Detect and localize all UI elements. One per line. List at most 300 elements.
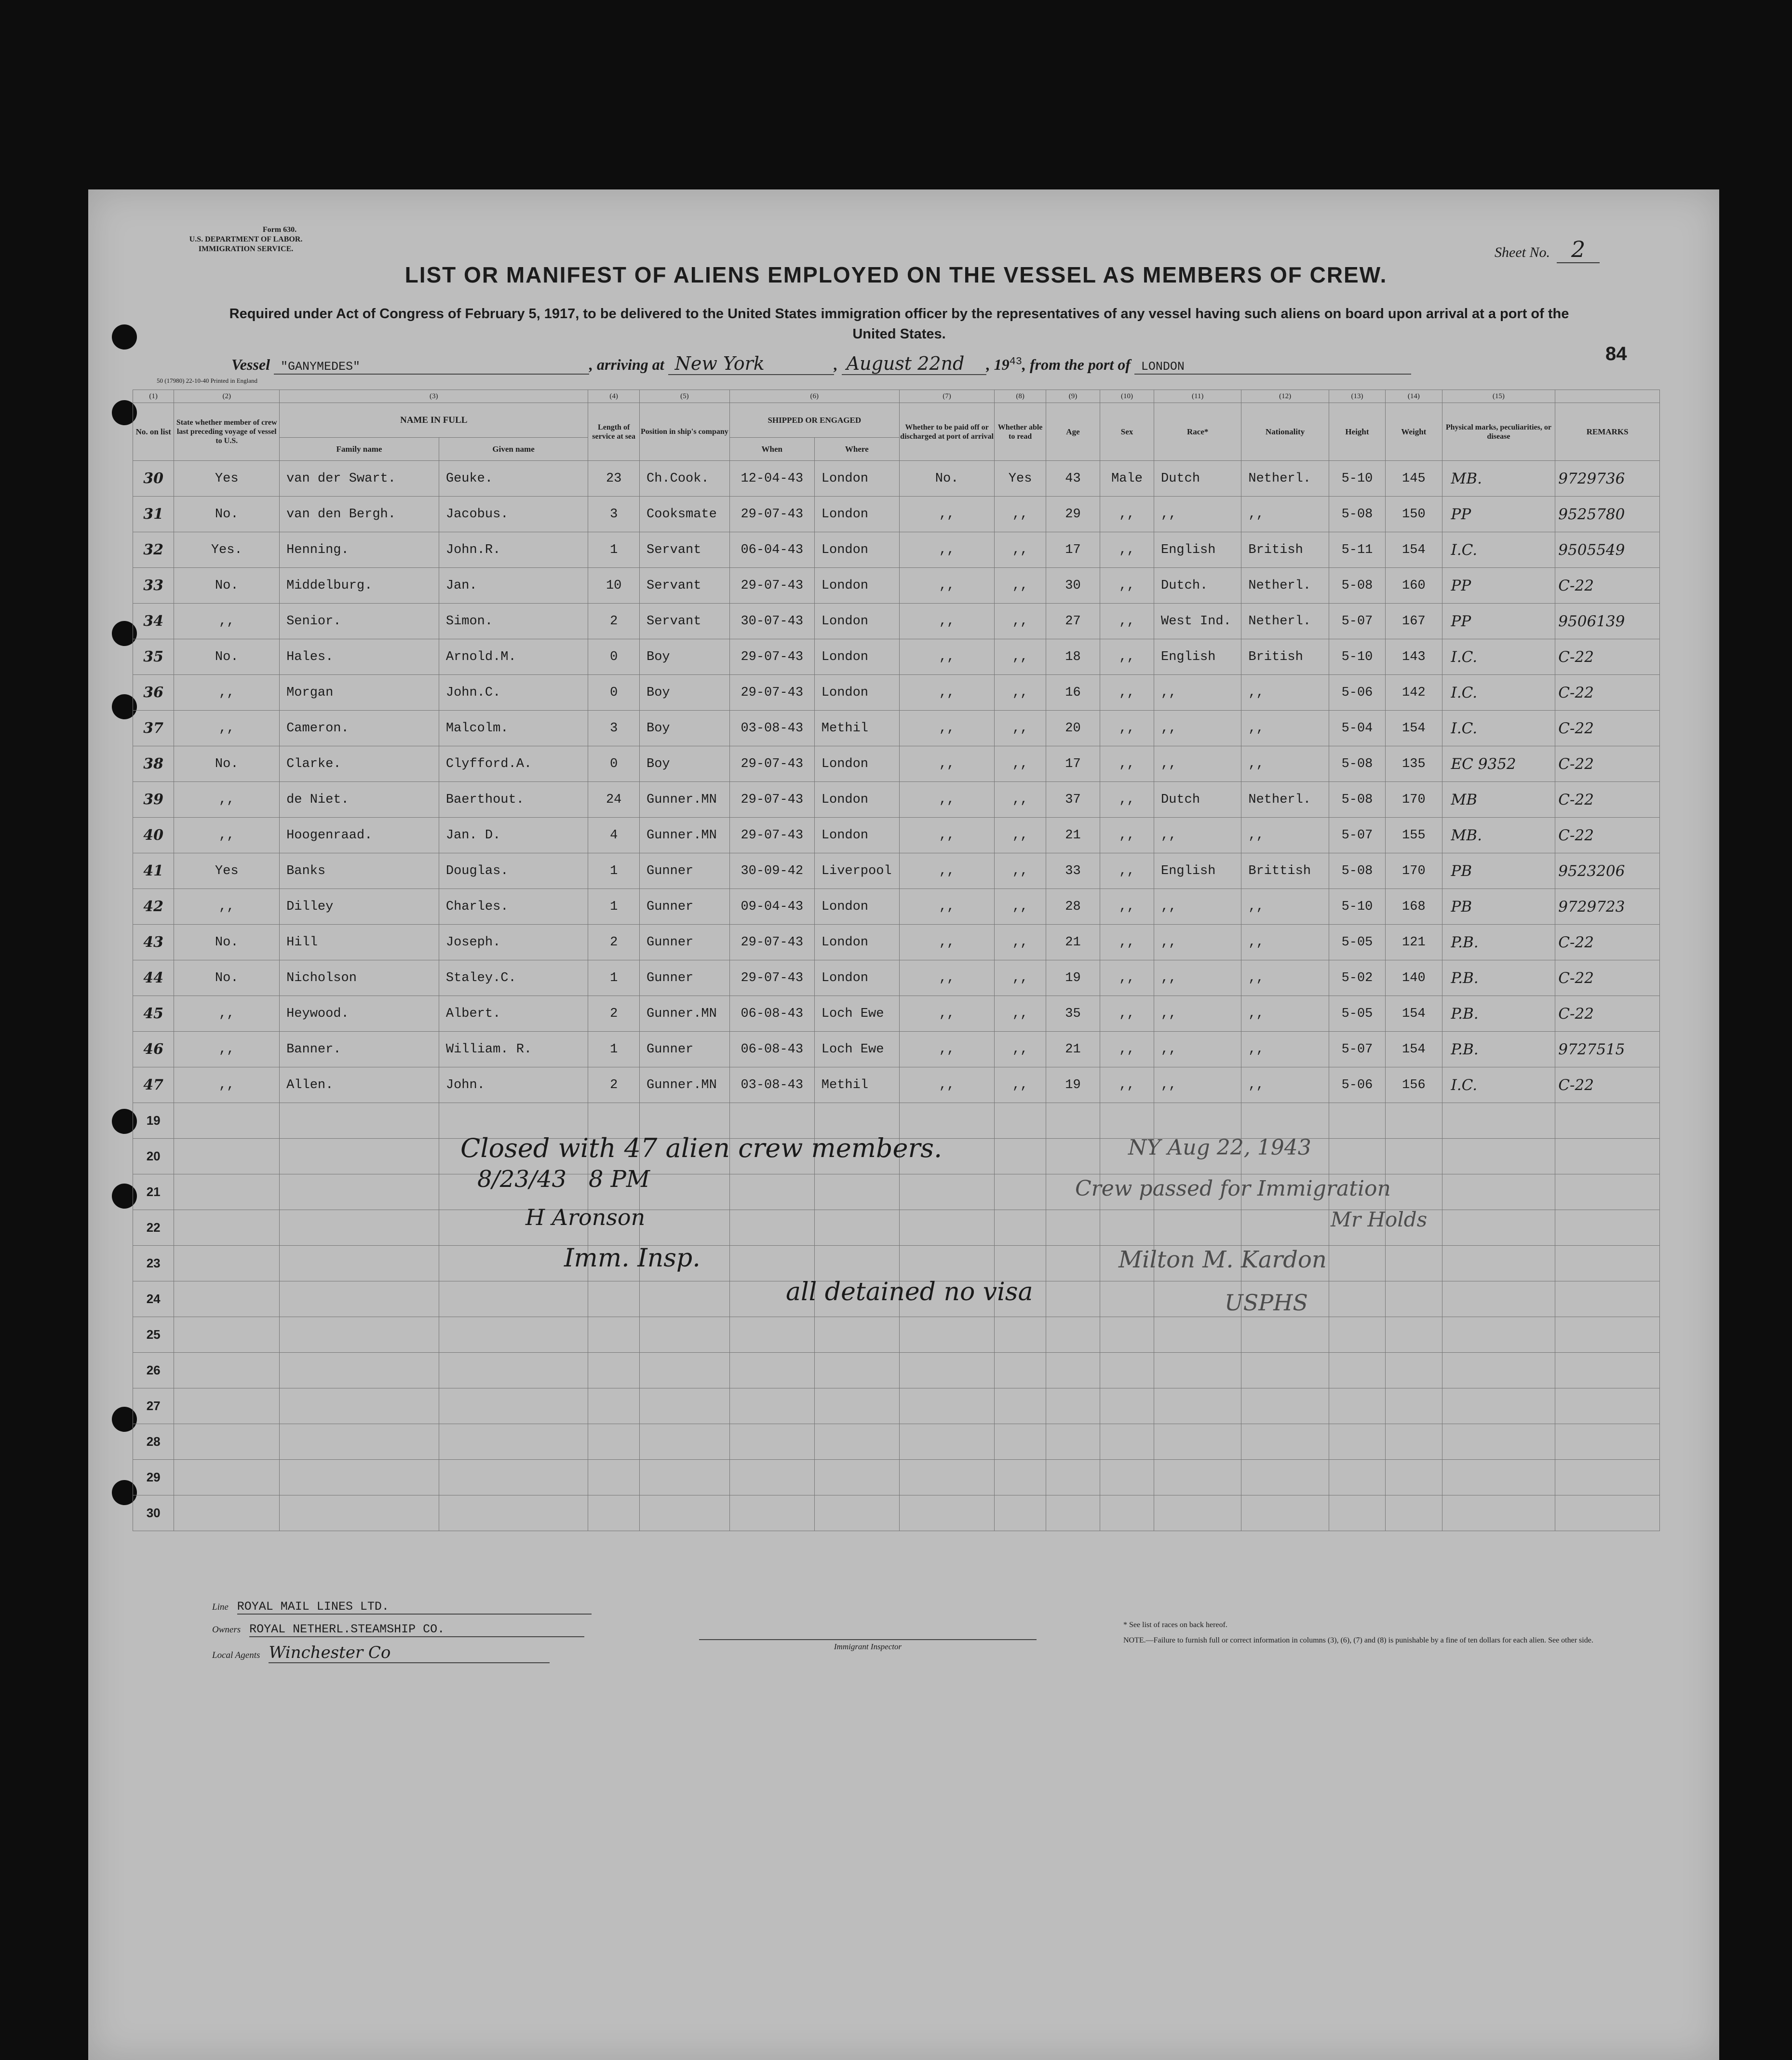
cell-able-to-read: ,, <box>995 782 1046 818</box>
cell-height: 5-07 <box>1329 604 1385 639</box>
cell-race: English <box>1154 532 1241 568</box>
table-row <box>133 925 1660 960</box>
cell-sex: ,, <box>1100 497 1154 532</box>
col-num: (8) <box>995 390 1046 403</box>
blank-cell <box>280 1246 439 1281</box>
cell-where: London <box>814 461 899 497</box>
header-when: When <box>729 438 814 461</box>
cell-position: Ch.Cook. <box>640 461 730 497</box>
blank-cell <box>640 1174 730 1210</box>
blank-cell <box>814 1495 899 1531</box>
blank-cell <box>1100 1281 1154 1317</box>
blank-cell <box>1386 1353 1442 1388</box>
cell-remarks: C-22 <box>1555 996 1660 1032</box>
medical-title: USPHS <box>1225 1290 1308 1316</box>
cell-weight: 154 <box>1386 532 1442 568</box>
cell-paid-off: ,, <box>899 1032 994 1067</box>
blank-cell <box>729 1174 814 1210</box>
blank-row-number: 20 <box>133 1139 174 1174</box>
detained-note: all detained no visa <box>786 1278 1033 1306</box>
blank-cell <box>899 1246 994 1281</box>
cell-race: ,, <box>1154 818 1241 853</box>
col-num: (10) <box>1100 390 1154 403</box>
cell-family-name: Cameron. <box>280 711 439 746</box>
cell-weight: 143 <box>1386 639 1442 675</box>
cell-when: 29-07-43 <box>729 925 814 960</box>
cell-age: 21 <box>1046 818 1100 853</box>
cell-position: Gunner.MN <box>640 782 730 818</box>
blank-cell <box>729 1388 814 1424</box>
blank-cell <box>729 1210 814 1246</box>
agents-value: Winchester Co <box>269 1643 550 1663</box>
cell-nationality: Netherl. <box>1241 461 1329 497</box>
blank-cell <box>995 1174 1046 1210</box>
blank-cell <box>899 1210 994 1246</box>
cell-nationality: ,, <box>1241 497 1329 532</box>
blank-cell <box>280 1174 439 1210</box>
col-num-blank <box>1555 390 1660 403</box>
cell-no-on-list: 46 <box>133 1032 174 1067</box>
blank-cell <box>174 1210 280 1246</box>
cell-paid-off: ,, <box>899 675 994 711</box>
blank-cell <box>1154 1495 1241 1531</box>
cell-physical-marks: P.B. <box>1442 1032 1555 1067</box>
cell-age: 19 <box>1046 1067 1100 1103</box>
cell-remarks: C-22 <box>1555 818 1660 853</box>
cell-where: London <box>814 960 899 996</box>
cell-remarks: 9729736 <box>1555 461 1660 497</box>
cell-race: ,, <box>1154 1032 1241 1067</box>
cell-given-name: John.R. <box>439 532 588 568</box>
cell-sex: ,, <box>1100 746 1154 782</box>
col-num: (3) <box>280 390 588 403</box>
blank-cell <box>1241 1317 1329 1353</box>
cell-crew-last-voyage: Yes <box>174 853 280 889</box>
blank-cell <box>280 1460 439 1495</box>
cell-able-to-read: ,, <box>995 639 1046 675</box>
cell-race: ,, <box>1154 497 1241 532</box>
col-num: (11) <box>1154 390 1241 403</box>
cell-when: 03-08-43 <box>729 1067 814 1103</box>
blank-cell <box>174 1460 280 1495</box>
cell-family-name: de Niet. <box>280 782 439 818</box>
cell-nationality: Netherl. <box>1241 604 1329 639</box>
header-height: Height <box>1329 403 1385 461</box>
cell-paid-off: ,, <box>899 604 994 639</box>
cell-weight: 160 <box>1386 568 1442 604</box>
blank-cell <box>174 1246 280 1281</box>
cell-length-of-service: 0 <box>588 746 640 782</box>
cell-crew-last-voyage: ,, <box>174 996 280 1032</box>
blank-cell <box>1046 1281 1100 1317</box>
cell-able-to-read: ,, <box>995 568 1046 604</box>
cell-crew-last-voyage: ,, <box>174 889 280 925</box>
medical-date: NY Aug 22, 1943 <box>1128 1135 1311 1160</box>
col-num: (12) <box>1241 390 1329 403</box>
cell-when: 29-07-43 <box>729 675 814 711</box>
blank-cell <box>1386 1246 1442 1281</box>
cell-crew-last-voyage: No. <box>174 497 280 532</box>
blank-row-number: 21 <box>133 1174 174 1210</box>
cell-nationality: ,, <box>1241 818 1329 853</box>
cell-position: Servant <box>640 532 730 568</box>
cell-able-to-read: ,, <box>995 1067 1046 1103</box>
blank-cell <box>814 1424 899 1460</box>
blank-row-number: 24 <box>133 1281 174 1317</box>
cell-crew-last-voyage: ,, <box>174 1032 280 1067</box>
blank-row <box>133 1317 1660 1353</box>
cell-race: ,, <box>1154 746 1241 782</box>
cell-where: London <box>814 532 899 568</box>
header-shipped-or-engaged: SHIPPED OR ENGAGED <box>729 403 899 438</box>
cell-weight: 135 <box>1386 746 1442 782</box>
cell-where: Loch Ewe <box>814 996 899 1032</box>
cell-physical-marks: PB <box>1442 853 1555 889</box>
table-row <box>133 497 1660 532</box>
blank-cell <box>1442 1210 1555 1246</box>
blank-cell <box>1046 1353 1100 1388</box>
cell-when: 06-08-43 <box>729 1032 814 1067</box>
cell-crew-last-voyage: No. <box>174 639 280 675</box>
cell-family-name: Henning. <box>280 532 439 568</box>
cell-height: 5-10 <box>1329 889 1385 925</box>
cell-physical-marks: P.B. <box>1442 925 1555 960</box>
cell-physical-marks: MB. <box>1442 818 1555 853</box>
crew-manifest-table <box>133 390 1660 1531</box>
cell-when: 29-07-43 <box>729 782 814 818</box>
cell-age: 27 <box>1046 604 1100 639</box>
cell-race: Dutch. <box>1154 568 1241 604</box>
blank-cell <box>1046 1317 1100 1353</box>
blank-cell <box>1046 1139 1100 1174</box>
blank-cell <box>1442 1246 1555 1281</box>
cell-remarks: 9525780 <box>1555 497 1660 532</box>
header-physical-marks: Physical marks, peculiarities, or disease <box>1442 403 1555 461</box>
blank-cell <box>1100 1317 1154 1353</box>
table-row <box>133 960 1660 996</box>
cell-physical-marks: I.C. <box>1442 711 1555 746</box>
header-weight: Weight <box>1386 403 1442 461</box>
blank-cell <box>1386 1103 1442 1139</box>
cell-position: Cooksmate <box>640 497 730 532</box>
arrival-date: August 22nd <box>842 353 986 375</box>
blank-cell <box>1154 1103 1241 1139</box>
cell-physical-marks: PP <box>1442 604 1555 639</box>
cell-race: ,, <box>1154 889 1241 925</box>
cell-height: 5-05 <box>1329 996 1385 1032</box>
cell-no-on-list: 39 <box>133 782 174 818</box>
cell-physical-marks: PP <box>1442 497 1555 532</box>
cell-given-name: John. <box>439 1067 588 1103</box>
header-crew-last-voyage: State whether member of crew last preceding voyage of vessel to U.S. <box>174 403 280 461</box>
blank-cell <box>1100 1388 1154 1424</box>
cell-race: ,, <box>1154 711 1241 746</box>
cell-weight: 170 <box>1386 853 1442 889</box>
race-note: * See list of races on back hereof. <box>1123 1621 1227 1629</box>
cell-length-of-service: 3 <box>588 711 640 746</box>
blank-cell <box>174 1388 280 1424</box>
blank-cell <box>1046 1388 1100 1424</box>
blank-cell <box>1442 1317 1555 1353</box>
cell-nationality: ,, <box>1241 960 1329 996</box>
blank-cell <box>995 1460 1046 1495</box>
blank-cell <box>280 1424 439 1460</box>
blank-cell <box>280 1210 439 1246</box>
cell-given-name: John.C. <box>439 675 588 711</box>
header-able-to-read: Whether able to read <box>995 403 1046 461</box>
cell-able-to-read: ,, <box>995 675 1046 711</box>
cell-nationality: ,, <box>1241 711 1329 746</box>
blank-cell <box>899 1174 994 1210</box>
cell-when: 29-07-43 <box>729 960 814 996</box>
blank-row-number: 23 <box>133 1246 174 1281</box>
col-num: (6) <box>729 390 899 403</box>
cell-crew-last-voyage: ,, <box>174 1067 280 1103</box>
cell-race: Dutch <box>1154 461 1241 497</box>
blank-cell <box>640 1460 730 1495</box>
cell-sex: ,, <box>1100 782 1154 818</box>
cell-family-name: Banner. <box>280 1032 439 1067</box>
cell-where: London <box>814 568 899 604</box>
cell-able-to-read: ,, <box>995 711 1046 746</box>
header-age: Age <box>1046 403 1100 461</box>
cell-where: Methil <box>814 711 899 746</box>
blank-cell <box>814 1246 899 1281</box>
cell-crew-last-voyage: ,, <box>174 604 280 639</box>
blank-cell <box>640 1424 730 1460</box>
blank-cell <box>1046 1246 1100 1281</box>
cell-position: Boy <box>640 639 730 675</box>
cell-family-name: Banks <box>280 853 439 889</box>
blank-cell <box>280 1495 439 1531</box>
cell-family-name: Morgan <box>280 675 439 711</box>
cell-able-to-read: ,, <box>995 604 1046 639</box>
blank-cell <box>1386 1388 1442 1424</box>
blank-cell <box>1555 1139 1660 1174</box>
blank-row-number: 25 <box>133 1317 174 1353</box>
blank-row-number: 30 <box>133 1495 174 1531</box>
cell-given-name: Simon. <box>439 604 588 639</box>
cell-no-on-list: 37 <box>133 711 174 746</box>
cell-sex: ,, <box>1100 818 1154 853</box>
cell-able-to-read: ,, <box>995 925 1046 960</box>
blank-cell <box>1386 1281 1442 1317</box>
cell-where: London <box>814 675 899 711</box>
service: IMMIGRATION SERVICE. <box>198 245 294 253</box>
cell-weight: 140 <box>1386 960 1442 996</box>
cell-able-to-read: ,, <box>995 532 1046 568</box>
cell-height: 5-11 <box>1329 532 1385 568</box>
col-num: (5) <box>640 390 730 403</box>
cell-where: London <box>814 604 899 639</box>
blank-cell <box>1442 1424 1555 1460</box>
cell-height: 5-04 <box>1329 711 1385 746</box>
blank-cell <box>1329 1317 1385 1353</box>
year-prefix: 19 <box>994 356 1010 373</box>
header-length-of-service: Length of service at sea <box>588 403 640 461</box>
blank-row-number: 28 <box>133 1424 174 1460</box>
cell-no-on-list: 34 <box>133 604 174 639</box>
medical-passed: Crew passed for Immigration <box>1075 1176 1391 1201</box>
header-race: Race* <box>1154 403 1241 461</box>
blank-row <box>133 1210 1660 1246</box>
cell-no-on-list: 36 <box>133 675 174 711</box>
table-row <box>133 568 1660 604</box>
cell-when: 29-07-43 <box>729 497 814 532</box>
blank-cell <box>280 1139 439 1174</box>
cell-position: Gunner <box>640 889 730 925</box>
cell-physical-marks: EC 9352 <box>1442 746 1555 782</box>
cell-where: London <box>814 782 899 818</box>
cell-position: Gunner.MN <box>640 996 730 1032</box>
blank-cell <box>1241 1353 1329 1388</box>
cell-paid-off: ,, <box>899 960 994 996</box>
cell-weight: 142 <box>1386 675 1442 711</box>
cell-age: 20 <box>1046 711 1100 746</box>
blank-cell <box>995 1103 1046 1139</box>
cell-length-of-service: 4 <box>588 818 640 853</box>
blank-cell <box>1100 1210 1154 1246</box>
header-name-in-full: NAME IN FULL <box>280 403 588 438</box>
cell-remarks: C-22 <box>1555 746 1660 782</box>
cell-paid-off: ,, <box>899 853 994 889</box>
binder-hole <box>112 324 137 350</box>
cell-able-to-read: ,, <box>995 818 1046 853</box>
cell-nationality: British <box>1241 532 1329 568</box>
blank-cell <box>1100 1424 1154 1460</box>
blank-row-number: 19 <box>133 1103 174 1139</box>
cell-sex: ,, <box>1100 639 1154 675</box>
cell-paid-off: ,, <box>899 782 994 818</box>
blank-cell <box>729 1424 814 1460</box>
sheet-value: 2 <box>1557 236 1600 263</box>
cell-paid-off: ,, <box>899 497 994 532</box>
blank-cell <box>174 1281 280 1317</box>
cell-given-name: Staley.C. <box>439 960 588 996</box>
cell-where: London <box>814 497 899 532</box>
cell-nationality: Netherl. <box>1241 782 1329 818</box>
cell-nationality: ,, <box>1241 1067 1329 1103</box>
blank-cell <box>995 1388 1046 1424</box>
cell-where: London <box>814 639 899 675</box>
blank-cell <box>1046 1460 1100 1495</box>
cell-no-on-list: 47 <box>133 1067 174 1103</box>
cell-paid-off: ,, <box>899 889 994 925</box>
cell-no-on-list: 31 <box>133 497 174 532</box>
cell-age: 16 <box>1046 675 1100 711</box>
blank-cell <box>1442 1103 1555 1139</box>
blank-cell <box>1555 1210 1660 1246</box>
cell-weight: 150 <box>1386 497 1442 532</box>
cell-nationality: ,, <box>1241 1032 1329 1067</box>
cell-length-of-service: 2 <box>588 996 640 1032</box>
blank-row <box>133 1246 1660 1281</box>
cell-nationality: ,, <box>1241 675 1329 711</box>
cell-race: English <box>1154 853 1241 889</box>
blank-cell <box>1442 1495 1555 1531</box>
cell-sex: ,, <box>1100 604 1154 639</box>
owners-value: ROYAL NETHERL.STEAMSHIP CO. <box>249 1622 584 1637</box>
blank-cell <box>1329 1281 1385 1317</box>
blank-cell <box>1442 1388 1555 1424</box>
cell-no-on-list: 30 <box>133 461 174 497</box>
blank-cell <box>640 1495 730 1531</box>
cell-when: 12-04-43 <box>729 461 814 497</box>
cell-when: 29-07-43 <box>729 746 814 782</box>
cell-family-name: van der Swart. <box>280 461 439 497</box>
cell-length-of-service: 23 <box>588 461 640 497</box>
cell-given-name: Jan. <box>439 568 588 604</box>
cell-family-name: van den Bergh. <box>280 497 439 532</box>
cell-age: 37 <box>1046 782 1100 818</box>
header-where: Where <box>814 438 899 461</box>
table-row <box>133 818 1660 853</box>
cell-where: London <box>814 925 899 960</box>
table-row <box>133 996 1660 1032</box>
cell-physical-marks: PP <box>1442 568 1555 604</box>
line-value: ROYAL MAIL LINES LTD. <box>237 1600 592 1615</box>
cell-nationality: ,, <box>1241 996 1329 1032</box>
cell-no-on-list: 40 <box>133 818 174 853</box>
cell-sex: ,, <box>1100 1032 1154 1067</box>
blank-cell <box>588 1495 640 1531</box>
cell-sex: ,, <box>1100 960 1154 996</box>
cell-age: 21 <box>1046 925 1100 960</box>
cell-crew-last-voyage: No. <box>174 746 280 782</box>
cell-length-of-service: 1 <box>588 532 640 568</box>
blank-cell <box>995 1353 1046 1388</box>
cell-position: Servant <box>640 604 730 639</box>
owners-field <box>212 1622 584 1636</box>
blank-cell <box>899 1495 994 1531</box>
cell-height: 5-08 <box>1329 853 1385 889</box>
blank-cell <box>1386 1139 1442 1174</box>
blank-cell <box>588 1353 640 1388</box>
blank-cell <box>1046 1210 1100 1246</box>
blank-cell <box>1154 1424 1241 1460</box>
cell-remarks: C-22 <box>1555 925 1660 960</box>
cell-nationality: Brittish <box>1241 853 1329 889</box>
cell-physical-marks: PB <box>1442 889 1555 925</box>
table-row <box>133 604 1660 639</box>
cell-sex: ,, <box>1100 532 1154 568</box>
blank-cell <box>1046 1103 1100 1139</box>
cell-given-name: Malcolm. <box>439 711 588 746</box>
blank-cell <box>1241 1460 1329 1495</box>
blank-cell <box>899 1353 994 1388</box>
cell-sex: ,, <box>1100 925 1154 960</box>
cell-given-name: Clyfford.A. <box>439 746 588 782</box>
cell-weight: 145 <box>1386 461 1442 497</box>
cell-where: London <box>814 818 899 853</box>
cell-physical-marks: P.B. <box>1442 960 1555 996</box>
cell-given-name: Douglas. <box>439 853 588 889</box>
line-field <box>212 1600 592 1614</box>
cell-sex: ,, <box>1100 889 1154 925</box>
cell-height: 5-05 <box>1329 925 1385 960</box>
table-row <box>133 853 1660 889</box>
table-row <box>133 746 1660 782</box>
blank-cell <box>174 1174 280 1210</box>
cell-remarks: 9729723 <box>1555 889 1660 925</box>
agents-field <box>212 1643 550 1662</box>
cell-paid-off: No. <box>899 461 994 497</box>
cell-position: Gunner <box>640 1032 730 1067</box>
blank-cell <box>280 1388 439 1424</box>
cell-weight: 154 <box>1386 711 1442 746</box>
cell-height: 5-08 <box>1329 497 1385 532</box>
blank-cell <box>1386 1174 1442 1210</box>
